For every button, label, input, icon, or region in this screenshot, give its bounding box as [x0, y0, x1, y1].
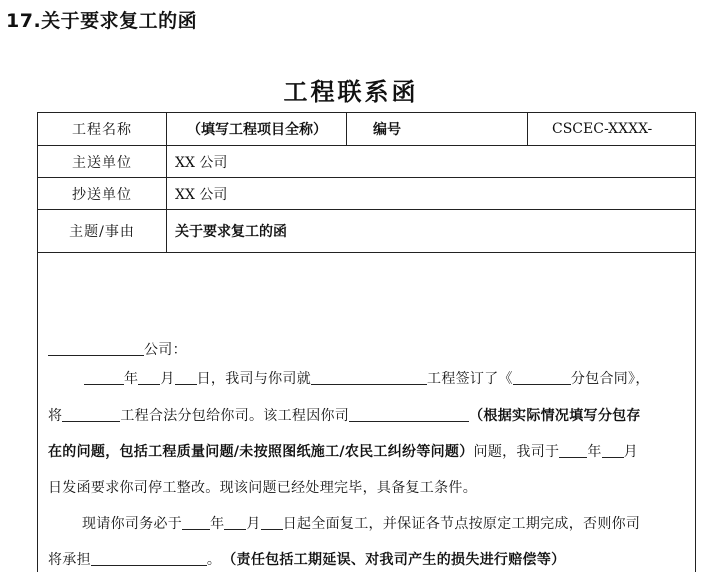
send-to-label: 主送单位 [38, 146, 167, 177]
number-value: CSCEC-XXXX- [552, 121, 653, 137]
subject-value: 关于要求复工的函 [175, 224, 287, 240]
text-liability-note: （责任包括工期延误、对我司产生的损失进行赔偿等） [229, 552, 566, 568]
cc-row [38, 178, 695, 210]
paragraph-line-2 [48, 405, 685, 425]
contact-letter-form [37, 112, 696, 572]
text-month: 月 [160, 371, 175, 387]
send-to-row [38, 146, 695, 178]
blank-contract [513, 370, 571, 385]
blank-year-3 [182, 515, 210, 530]
project-name-row [38, 113, 695, 146]
paragraph-line-1 [84, 368, 685, 388]
text-year-3: 年 [210, 516, 225, 532]
text-subcontract: 工程合法分包给你司。该工程因你司 [120, 408, 350, 424]
text-request: 现请你司务必于 [82, 516, 183, 532]
text-month-2: 月 [623, 444, 638, 460]
text-month-3: 月 [246, 516, 261, 532]
blank-company [48, 341, 144, 356]
text-contract-name: 分包合同》， [570, 371, 650, 387]
paragraph-line-4 [48, 477, 685, 497]
send-to-value: XX 公司 [175, 154, 228, 171]
blank-month [138, 370, 160, 385]
salutation-line [48, 339, 685, 359]
text-period: 。 [206, 552, 222, 568]
text-resume: 日起全面复工，并保证各节点按原定工期完成，否则你司 [282, 516, 641, 532]
text-bear: 将承担 [48, 552, 91, 568]
blank-problem [349, 407, 469, 422]
blank-year-2 [559, 443, 587, 458]
project-name-value: （填写工程项目全称） [167, 113, 347, 145]
blank-day [175, 370, 197, 385]
blank-month-3 [224, 515, 246, 530]
paragraph-line-5 [82, 513, 685, 533]
blank-project-2 [62, 407, 120, 422]
text-contract-intro: 日，我司与你司就 [196, 371, 312, 387]
text-year-2: 年 [587, 444, 602, 460]
text-jiang: 将 [48, 408, 63, 424]
section-heading: 17.关于要求复工的函 [6, 10, 198, 32]
project-name-label: 工程名称 [38, 113, 167, 145]
cc-value: XX 公司 [175, 186, 228, 203]
blank-project [311, 370, 427, 385]
text-year: 年 [124, 371, 139, 387]
blank-month-2 [602, 443, 624, 458]
paragraph-line-6 [48, 549, 685, 569]
salutation-text: 公司： [144, 342, 187, 358]
text-resolved: 日发函要求你司停工整改。现该问题已经处理完毕，具备复工条件。 [48, 480, 477, 496]
text-fill-note-end: 在的问题，包括工程质量问题/未按照图纸施工/农民工纠纷等问题） [48, 444, 474, 460]
paragraph-line-3 [48, 441, 685, 461]
text-fill-note-start: （根据实际情况填写分包存 [469, 408, 641, 424]
subject-row [38, 210, 695, 253]
number-label: 编号 [347, 113, 528, 145]
cc-label: 抄送单位 [38, 178, 167, 209]
subject-label: 主题/事由 [38, 210, 167, 252]
blank-year [84, 370, 124, 385]
document-title: 工程联系函 [283, 78, 419, 106]
text-problem-date: 问题，我司于 [473, 444, 560, 460]
blank-day-3 [261, 515, 283, 530]
text-signed: 工程签订了《 [427, 371, 513, 387]
